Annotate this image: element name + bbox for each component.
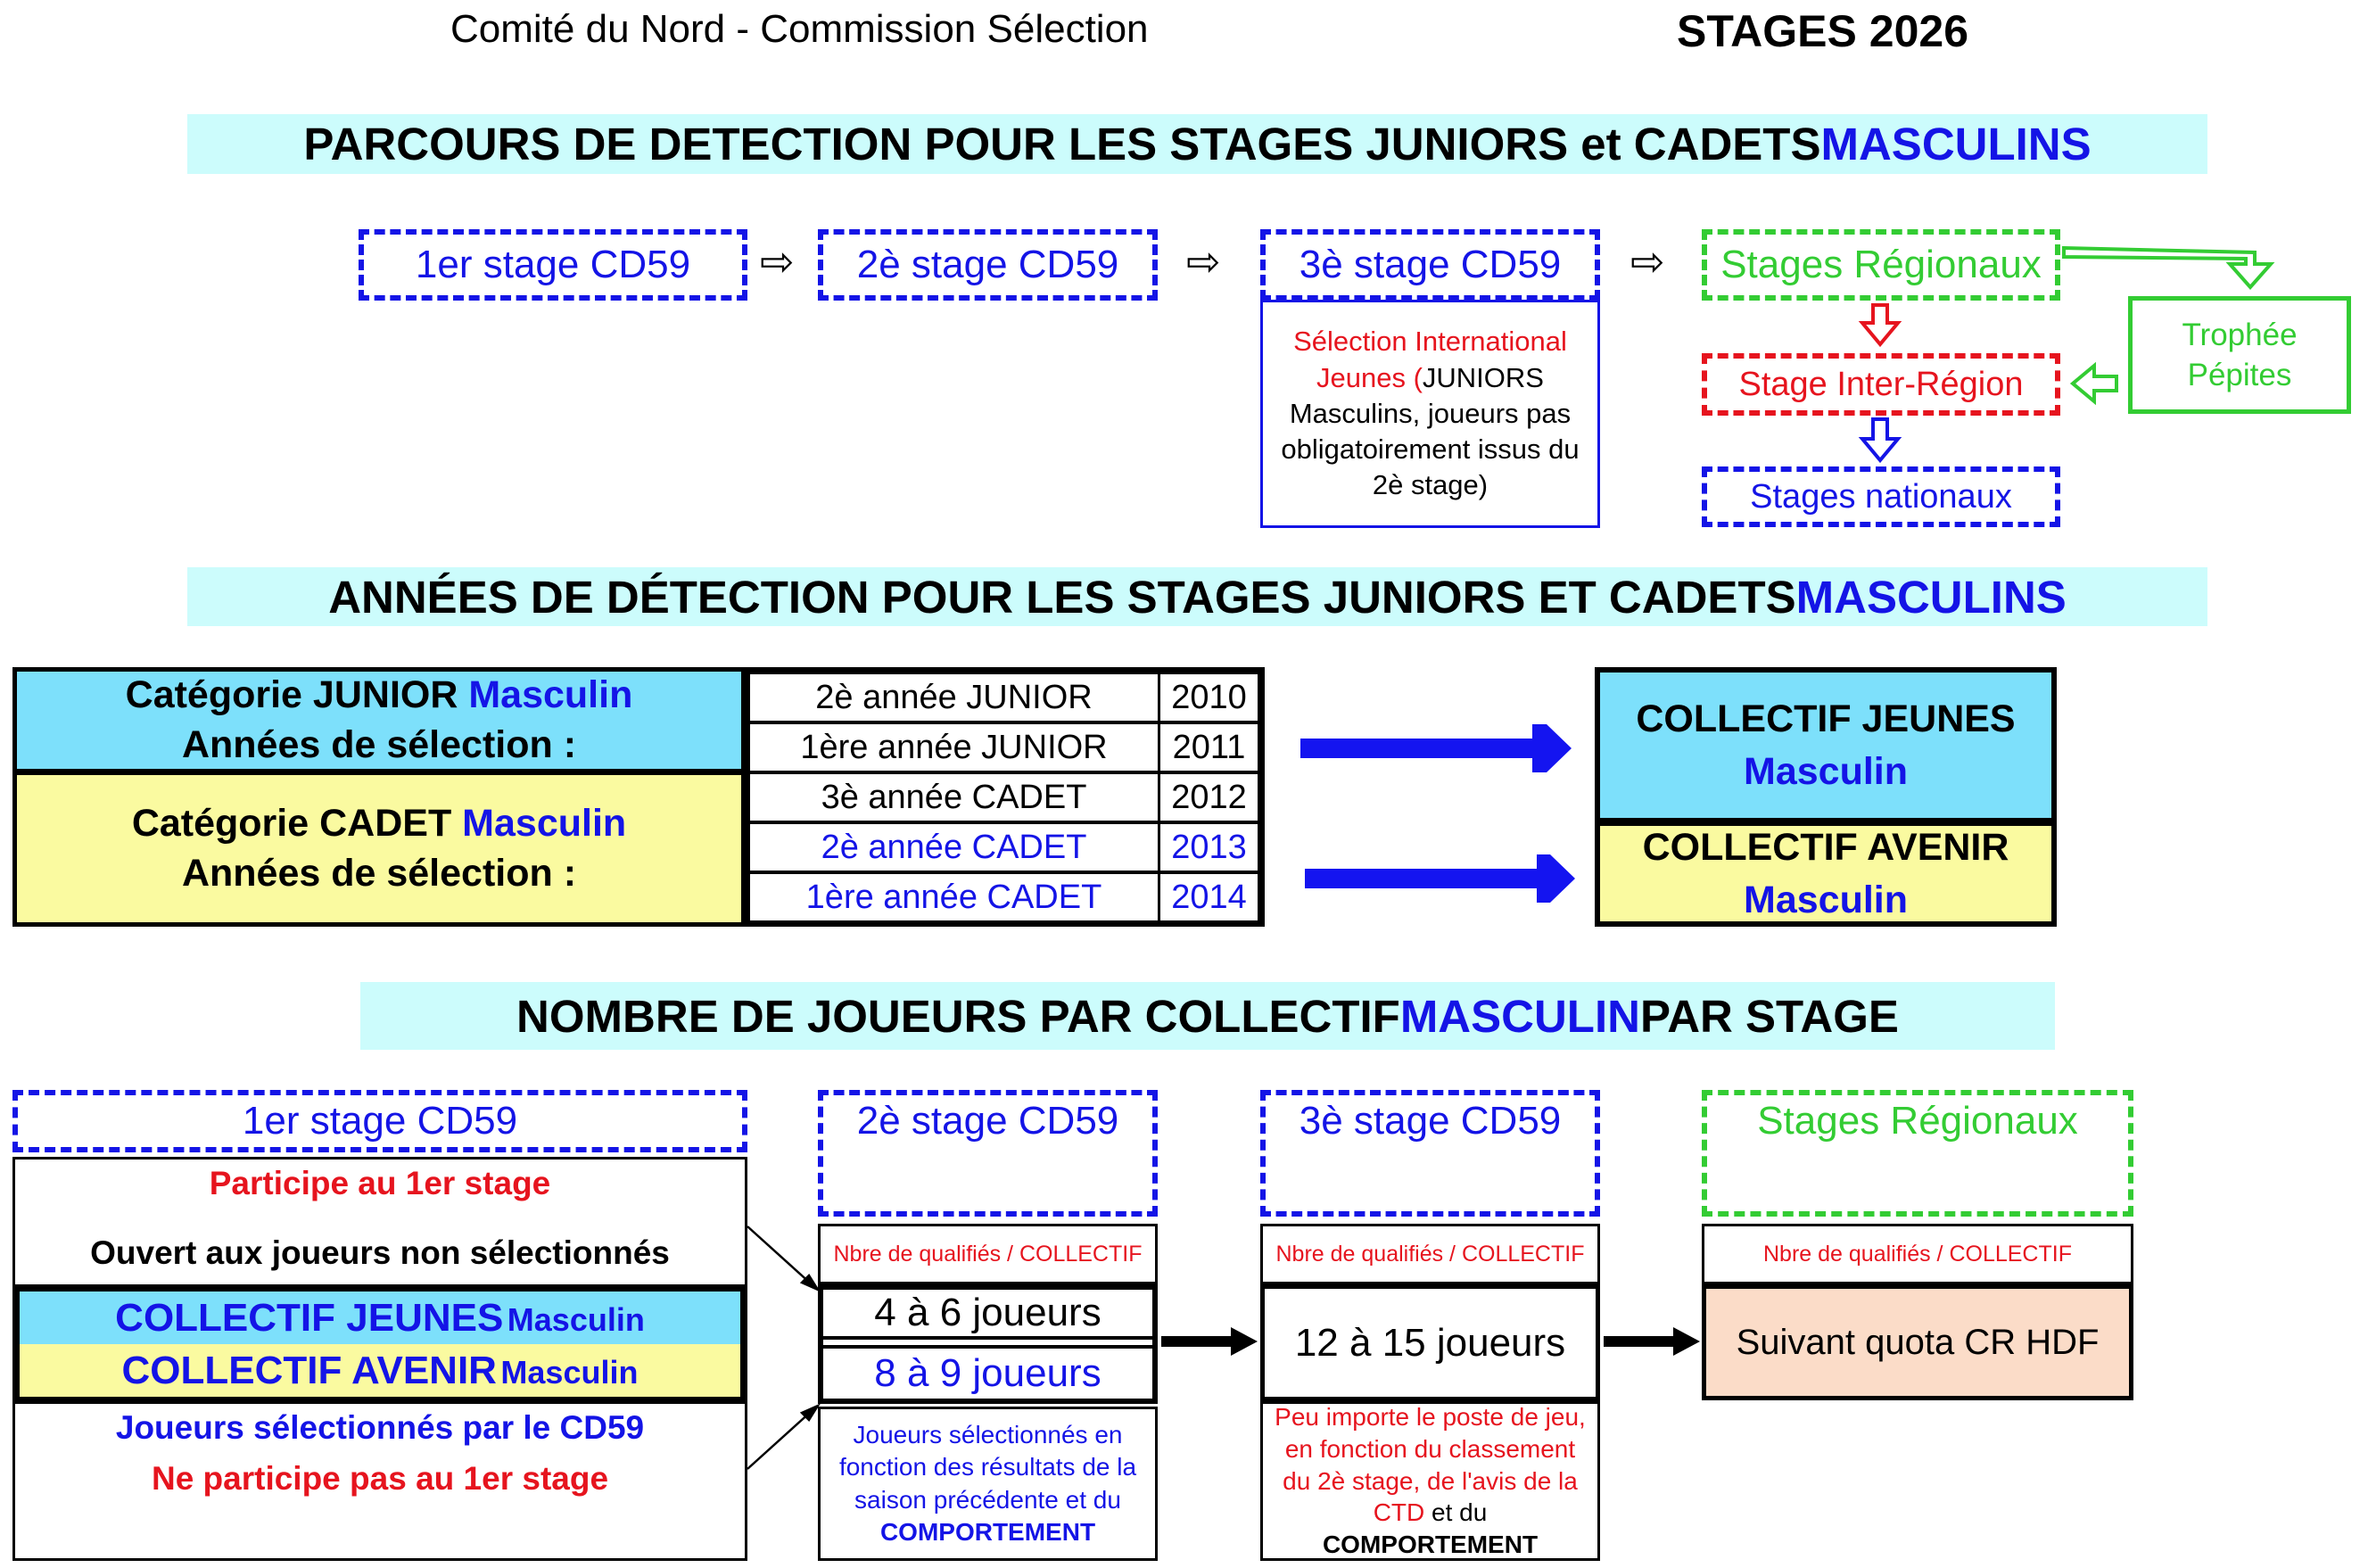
s3-stage2-avenir-count: 8 à 9 joueurs xyxy=(823,1345,1152,1399)
junior-accent: Masculin xyxy=(468,673,633,716)
years-table xyxy=(743,667,1265,927)
s3-selectionnes: Joueurs sélectionnés par le CD59 xyxy=(115,1409,645,1446)
header-left: Comité du Nord - Commission Sélection xyxy=(450,7,1149,51)
s3-collectif-jeunes-masculin: Masculin xyxy=(507,1300,645,1338)
s3-stage3-count: 12 à 15 joueurs xyxy=(1260,1284,1600,1401)
s1-arrow-3: ⇨ xyxy=(1630,238,1665,285)
section2-title-main: ANNÉES DE DÉTECTION POUR LES STAGES JUNIORS ET CADETS xyxy=(328,571,1796,623)
year-row-year: 2011 xyxy=(1158,722,1260,773)
s3-collectif-avenir-line xyxy=(122,1349,639,1393)
s3-collectif-jeunes-line xyxy=(115,1296,645,1341)
s3-stage3-note-red: Peu importe le poste de jeu, en fonction du classement du 2è stage, de l'avis de la CTD xyxy=(1275,1402,1586,1527)
cadet-category xyxy=(12,771,746,927)
s3-stage3-comportement: COMPORTEMENT xyxy=(1322,1531,1539,1559)
arrow-stage3-to-regional xyxy=(1604,1327,1700,1356)
s3-collectifs-box xyxy=(12,1284,747,1404)
section2-title xyxy=(187,567,2207,626)
section1-title-main: PARCOURS DE DETECTION POUR LES STAGES JUNIORS et CADETS xyxy=(303,119,1821,169)
year-row-year: 2012 xyxy=(1158,772,1260,823)
collectif-jeunes-box xyxy=(1595,667,2057,823)
s3-participe: Participe au 1er stage xyxy=(209,1165,551,1201)
s3-ne-participe: Ne participe pas au 1er stage xyxy=(151,1460,609,1497)
s3-stage2-counts xyxy=(818,1284,1158,1404)
s1-stage3-box: 3è stage CD59 xyxy=(1260,229,1600,301)
s3-collectif-avenir-label: COLLECTIF AVENIR xyxy=(121,1348,497,1392)
section3-title-a: NOMBRE DE JOUEURS PAR COLLECTIF xyxy=(516,990,1400,1042)
s1-arrow-2: ⇨ xyxy=(1186,238,1221,285)
s1-selection-box xyxy=(1260,300,1600,528)
s3-stage2-note-text: Joueurs sélectionnés en fonction des résultats de la saison précédente et du xyxy=(838,1420,1137,1514)
cadet-line1-text: Catégorie CADET xyxy=(131,801,463,845)
s3-ouvert: Ouvert aux joueurs non sélectionnés xyxy=(90,1234,670,1271)
section3-title-accent: MASCULIN xyxy=(1399,990,1640,1042)
year-row-label: 1ère année JUNIOR xyxy=(747,722,1160,773)
year-row-label: 1ère année CADET xyxy=(747,871,1160,923)
s3-stage2-box: 2è stage CD59 xyxy=(818,1090,1158,1217)
year-row-label: 3è année CADET xyxy=(747,772,1160,823)
year-row-year: 2010 xyxy=(1158,672,1260,723)
s3-stage1-box: 1er stage CD59 xyxy=(12,1090,747,1152)
s1-nationaux-box: Stages nationaux xyxy=(1702,466,2060,527)
s3-collectif-avenir-masculin: Masculin xyxy=(500,1353,639,1391)
s1-selection-black: JUNIORS Masculins, joueurs pas obligatoirement issus du 2è stage) xyxy=(1281,361,1580,501)
header-right: STAGES 2026 xyxy=(1677,6,1969,56)
s1-arrow-1: ⇨ xyxy=(760,238,795,285)
arrow-regional-to-inter xyxy=(1862,305,1898,344)
arrow-trophee-to-inter xyxy=(2073,366,2116,401)
s3-stage2-comportement: COMPORTEMENT xyxy=(879,1517,1096,1546)
section2-title-accent: MASCULINS xyxy=(1795,571,2067,623)
section3-title-b: PAR STAGE xyxy=(1639,990,1899,1042)
collectif-avenir-masculin: Masculin xyxy=(1744,878,1908,921)
s1-stage1-box: 1er stage CD59 xyxy=(359,229,747,301)
arrow-regional-to-trophee xyxy=(2064,248,2271,287)
arrow-cadet-to-avenir xyxy=(1305,854,1575,903)
s3-stage2-jeunes-count: 4 à 6 joueurs xyxy=(823,1290,1152,1340)
arrow-junior-to-jeunes xyxy=(1300,724,1572,772)
section1-title-accent: MASCULINS xyxy=(1820,119,2092,169)
s3-stage3-box: 3è stage CD59 xyxy=(1260,1090,1600,1217)
cadet-accent: Masculin xyxy=(462,801,627,845)
s3-collectif-jeunes xyxy=(20,1292,740,1344)
junior-line1 xyxy=(126,671,633,721)
collectif-avenir-box xyxy=(1595,821,2057,927)
s3-stage3-note-line xyxy=(1270,1401,1590,1529)
arrow-stage2-to-stage3 xyxy=(1161,1327,1258,1356)
s3-stage3-note-black: et du xyxy=(1424,1498,1488,1527)
s3-collectif-jeunes-label: COLLECTIF JEUNES xyxy=(115,1295,504,1340)
year-row-label: 2è année JUNIOR xyxy=(747,672,1160,723)
junior-line2: Années de sélection : xyxy=(181,722,577,766)
s3-stage2-note xyxy=(818,1407,1158,1561)
section3-title xyxy=(360,982,2055,1050)
s3-stage3-note xyxy=(1260,1401,1600,1561)
collectif-avenir-label: COLLECTIF AVENIR xyxy=(1642,826,2009,870)
s3-regional-nbre: Nbre de qualifiés / COLLECTIF xyxy=(1702,1224,2133,1284)
s1-regional-box: Stages Régionaux xyxy=(1702,229,2060,301)
s1-selection-text xyxy=(1274,324,1587,503)
cadet-line1 xyxy=(132,799,626,849)
s3-stage3-nbre: Nbre de qualifiés / COLLECTIF xyxy=(1260,1224,1600,1284)
section1-title xyxy=(187,114,2207,174)
junior-category xyxy=(12,667,746,773)
s3-stage2-nbre: Nbre de qualifiés / COLLECTIF xyxy=(818,1224,1158,1284)
arrow-inter-to-nationaux xyxy=(1862,419,1898,460)
cadet-line2: Années de sélection : xyxy=(181,851,577,895)
year-row-year: 2014 xyxy=(1158,871,1260,923)
s3-regional-box: Stages Régionaux xyxy=(1702,1090,2133,1217)
s3-collectif-avenir xyxy=(20,1344,740,1397)
s3-regional-quota: Suivant quota CR HDF xyxy=(1702,1284,2133,1400)
collectif-jeunes-label: COLLECTIF JEUNES xyxy=(1636,697,2016,741)
junior-line1-text: Catégorie JUNIOR xyxy=(125,673,469,716)
s1-stage2-box: 2è stage CD59 xyxy=(818,229,1158,301)
s1-selection-red: Sélection International Jeunes ( xyxy=(1293,326,1567,393)
arrow-stage1-to-stage2 xyxy=(747,1226,818,1469)
s1-inter-region-box: Stage Inter-Région xyxy=(1702,353,2060,416)
s1-trophee-box: Trophée Pépites xyxy=(2128,296,2351,414)
year-row-year: 2013 xyxy=(1158,821,1260,873)
year-row-label: 2è année CADET xyxy=(747,821,1160,873)
collectif-jeunes-masculin: Masculin xyxy=(1744,749,1908,793)
